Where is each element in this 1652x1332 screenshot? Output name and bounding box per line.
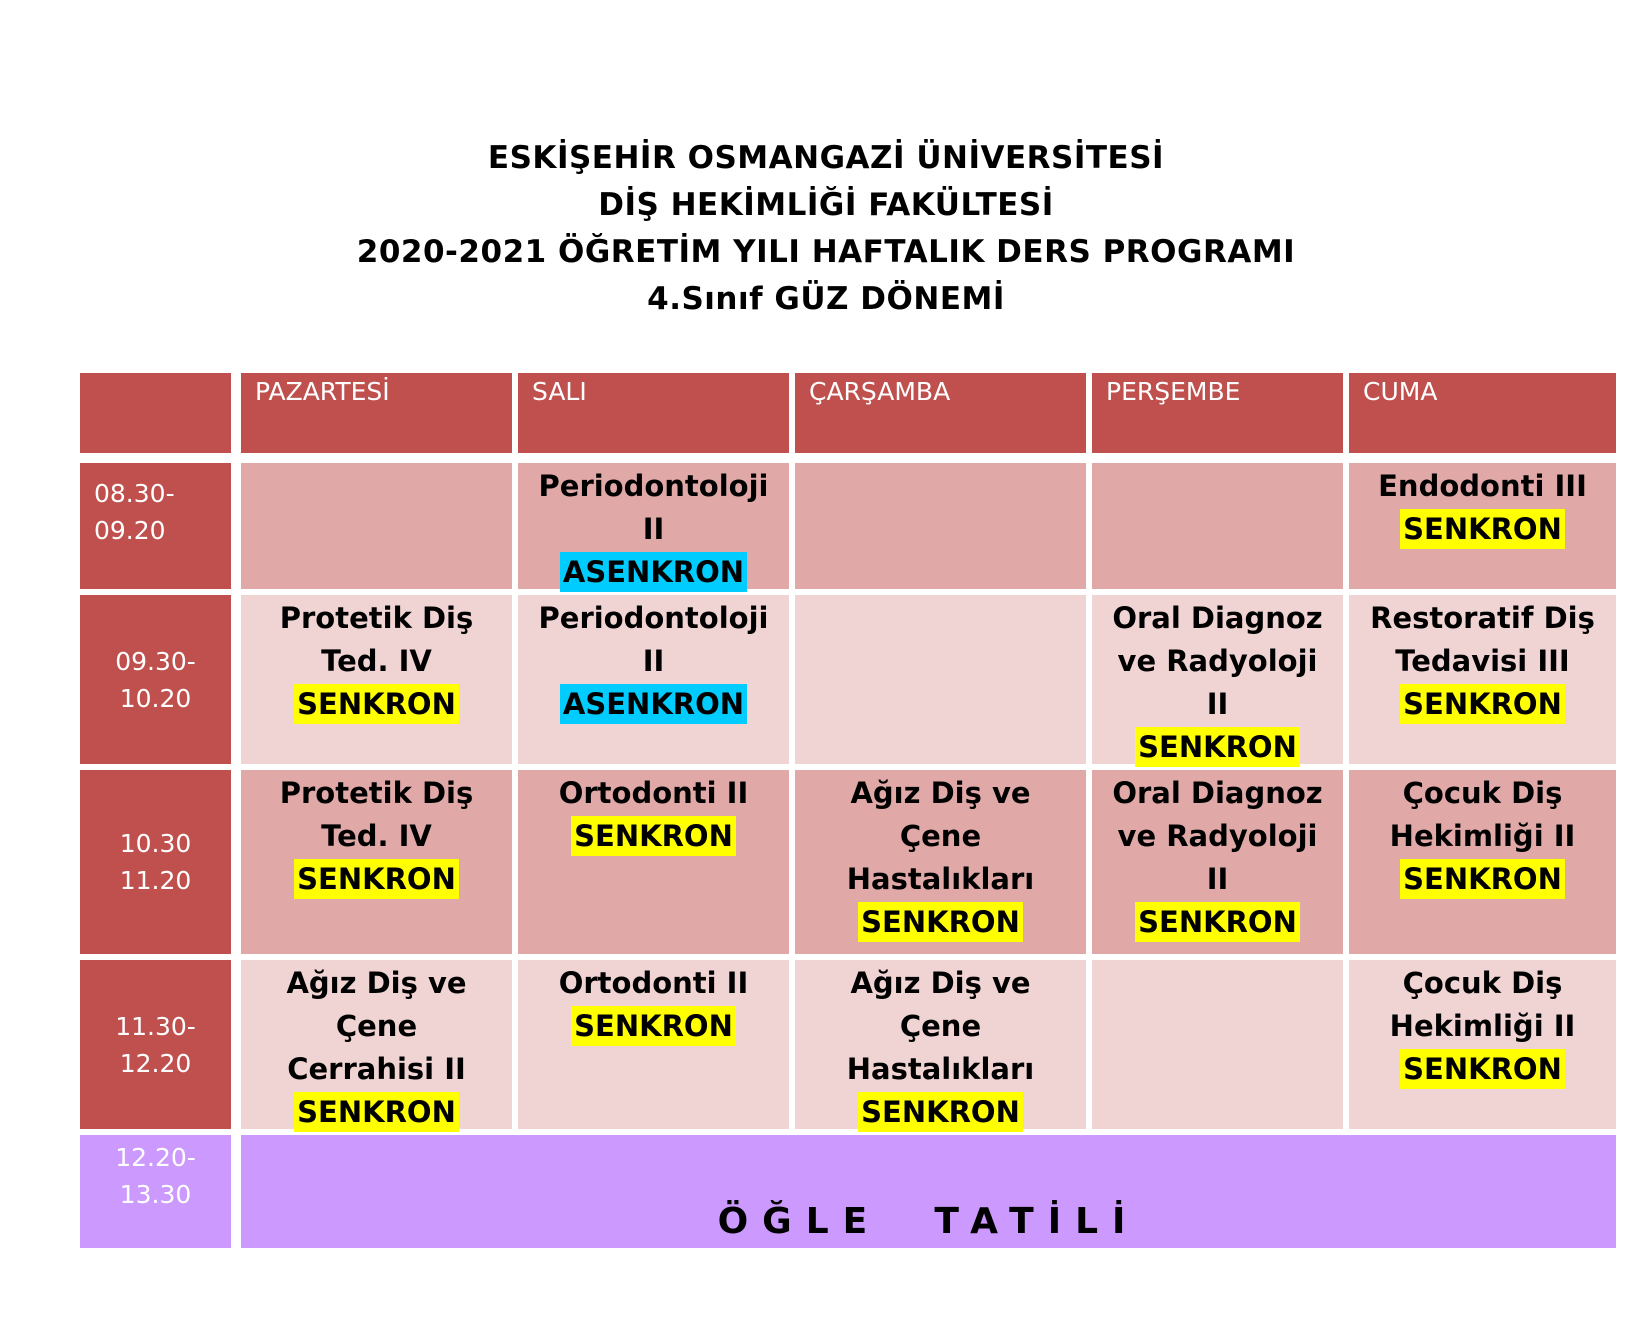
time-cell xyxy=(80,770,231,954)
time-line: 10.30 xyxy=(119,829,192,858)
course-name-line: II xyxy=(642,512,665,546)
course-cell xyxy=(795,960,1086,1129)
course-name-line: Ted. IV xyxy=(321,644,432,678)
course-name-line: Çene xyxy=(335,1009,418,1043)
time-line: 08.30- xyxy=(94,479,175,508)
course-name-line: Restoratif Diş xyxy=(1370,601,1595,635)
header-row xyxy=(80,373,1616,453)
senkron-badge: SENKRON xyxy=(1135,902,1300,942)
course-name-line: Çene xyxy=(899,819,982,853)
time-range xyxy=(115,1008,196,1082)
senkron-badge: SENKRON xyxy=(294,684,459,724)
senkron-badge: SENKRON xyxy=(294,1092,459,1132)
senkron-badge: SENKRON xyxy=(1135,727,1300,767)
course-cell xyxy=(795,770,1086,954)
course-name-line: ve Radyoloji xyxy=(1117,819,1318,853)
course-name-line: Hastalıkları xyxy=(846,1052,1035,1086)
course-name-line: Periodontoloji xyxy=(538,469,769,503)
course-name-line: II xyxy=(1206,687,1229,721)
day-header-cell xyxy=(518,373,789,453)
course-name-line: Ağız Diş ve xyxy=(850,776,1031,810)
time-cell xyxy=(80,463,231,589)
course-cell xyxy=(1349,463,1616,589)
course-cell xyxy=(518,463,789,589)
day-header-cell xyxy=(241,373,512,453)
course-cell xyxy=(241,595,512,764)
course-name-line: Ortodonti II xyxy=(558,776,749,810)
time-slot-row xyxy=(80,595,1616,764)
day-header-cell xyxy=(1349,373,1616,453)
course-name-line: Hekimliği II xyxy=(1389,1009,1576,1043)
course-cell xyxy=(1349,960,1616,1129)
course-name-line: Oral Diagnoz xyxy=(1112,776,1323,810)
course-cell xyxy=(1092,770,1343,954)
course-cell xyxy=(518,595,789,764)
course-name-line: II xyxy=(642,644,665,678)
time-line: 11.30- xyxy=(115,1011,196,1041)
senkron-badge: SENKRON xyxy=(1400,684,1565,724)
time-slot-row xyxy=(80,960,1616,1129)
time-line: 10.20 xyxy=(119,683,192,713)
course-name-line: ve Radyoloji xyxy=(1117,644,1318,678)
course-cell xyxy=(1349,770,1616,954)
empty-cell xyxy=(1092,960,1343,1129)
day-label: PAZARTESİ xyxy=(255,377,390,406)
course-cell xyxy=(241,770,512,954)
senkron-badge: SENKRON xyxy=(294,859,459,899)
time-range xyxy=(115,1139,196,1213)
day-label: CUMA xyxy=(1363,377,1438,406)
course-cell xyxy=(518,770,789,954)
course-cell xyxy=(1349,595,1616,764)
time-range xyxy=(120,825,192,899)
day-label: ÇARŞAMBA xyxy=(809,377,951,406)
empty-cell xyxy=(795,595,1086,764)
course-name-line: Ortodonti II xyxy=(558,966,749,1000)
day-label: PERŞEMBE xyxy=(1106,377,1241,406)
day-header-cell xyxy=(1092,373,1343,453)
time-line: 12.20- xyxy=(115,1143,196,1172)
course-name-line: Ağız Diş ve xyxy=(850,966,1031,1000)
time-range xyxy=(115,643,196,717)
time-line: 13.30 xyxy=(119,1180,192,1209)
course-name-line: Hekimliği II xyxy=(1389,819,1576,853)
course-name-line: Cerrahisi II xyxy=(287,1052,466,1086)
course-name-line: Ted. IV xyxy=(321,819,432,853)
empty-cell xyxy=(241,463,512,589)
lunch-break-label: ÖĞLE TATİLİ xyxy=(717,1201,1140,1242)
course-name-line: Protetik Diş xyxy=(279,776,474,810)
time-line: 11.20 xyxy=(119,866,192,895)
university-title: ESKİŞEHİR OSMANGAZİ ÜNİVERSİTESİ xyxy=(487,140,1165,176)
lunch-row xyxy=(80,1135,1616,1248)
course-name-line: Tedavisi III xyxy=(1395,644,1570,678)
course-name-line: Çocuk Diş xyxy=(1402,966,1563,1000)
asenkron-badge: ASENKRON xyxy=(560,552,747,592)
course-name-line: Endodonti III xyxy=(1378,469,1587,503)
asenkron-badge: ASENKRON xyxy=(560,684,747,724)
course-cell xyxy=(518,960,789,1129)
empty-cell xyxy=(1092,463,1343,589)
lunch-time-cell xyxy=(80,1135,231,1248)
senkron-badge: SENKRON xyxy=(1400,1049,1565,1089)
document-header xyxy=(0,135,1652,323)
time-slot-row xyxy=(80,463,1616,589)
time-line: 09.30- xyxy=(115,646,196,676)
course-cell xyxy=(241,960,512,1129)
course-name-line: Hastalıkları xyxy=(846,862,1035,896)
course-name-line: Periodontoloji xyxy=(538,601,769,635)
program-title: 2020-2021 ÖĞRETİM YILI HAFTALIK DERS PROGRAMI xyxy=(356,234,1296,270)
senkron-badge: SENKRON xyxy=(1400,509,1565,549)
time-cell xyxy=(80,595,231,764)
course-name-line: Ağız Diş ve xyxy=(286,966,467,1000)
day-label: SALI xyxy=(532,377,587,406)
time-line: 12.20 xyxy=(119,1048,192,1078)
senkron-badge: SENKRON xyxy=(858,902,1023,942)
time-range xyxy=(94,475,217,549)
empty-cell xyxy=(795,463,1086,589)
course-name-line: Protetik Diş xyxy=(279,601,474,635)
day-header-cell xyxy=(795,373,1086,453)
time-line: 09.20 xyxy=(94,516,166,545)
header-corner-cell xyxy=(80,373,231,453)
senkron-badge: SENKRON xyxy=(571,1006,736,1046)
time-slot-row xyxy=(80,770,1616,954)
course-name-line: Çene xyxy=(899,1009,982,1043)
senkron-badge: SENKRON xyxy=(1400,859,1565,899)
time-cell xyxy=(80,960,231,1129)
course-name-line: Oral Diagnoz xyxy=(1112,601,1323,635)
course-name-line: Çocuk Diş xyxy=(1402,776,1563,810)
faculty-title: DİŞ HEKİMLİĞİ FAKÜLTESİ xyxy=(598,187,1054,223)
course-cell xyxy=(1092,595,1343,764)
course-name-line: II xyxy=(1206,862,1229,896)
senkron-badge: SENKRON xyxy=(858,1092,1023,1132)
lunch-break-cell xyxy=(241,1135,1616,1248)
senkron-badge: SENKRON xyxy=(571,816,736,856)
term-title: 4.Sınıf GÜZ DÖNEMİ xyxy=(647,281,1005,317)
